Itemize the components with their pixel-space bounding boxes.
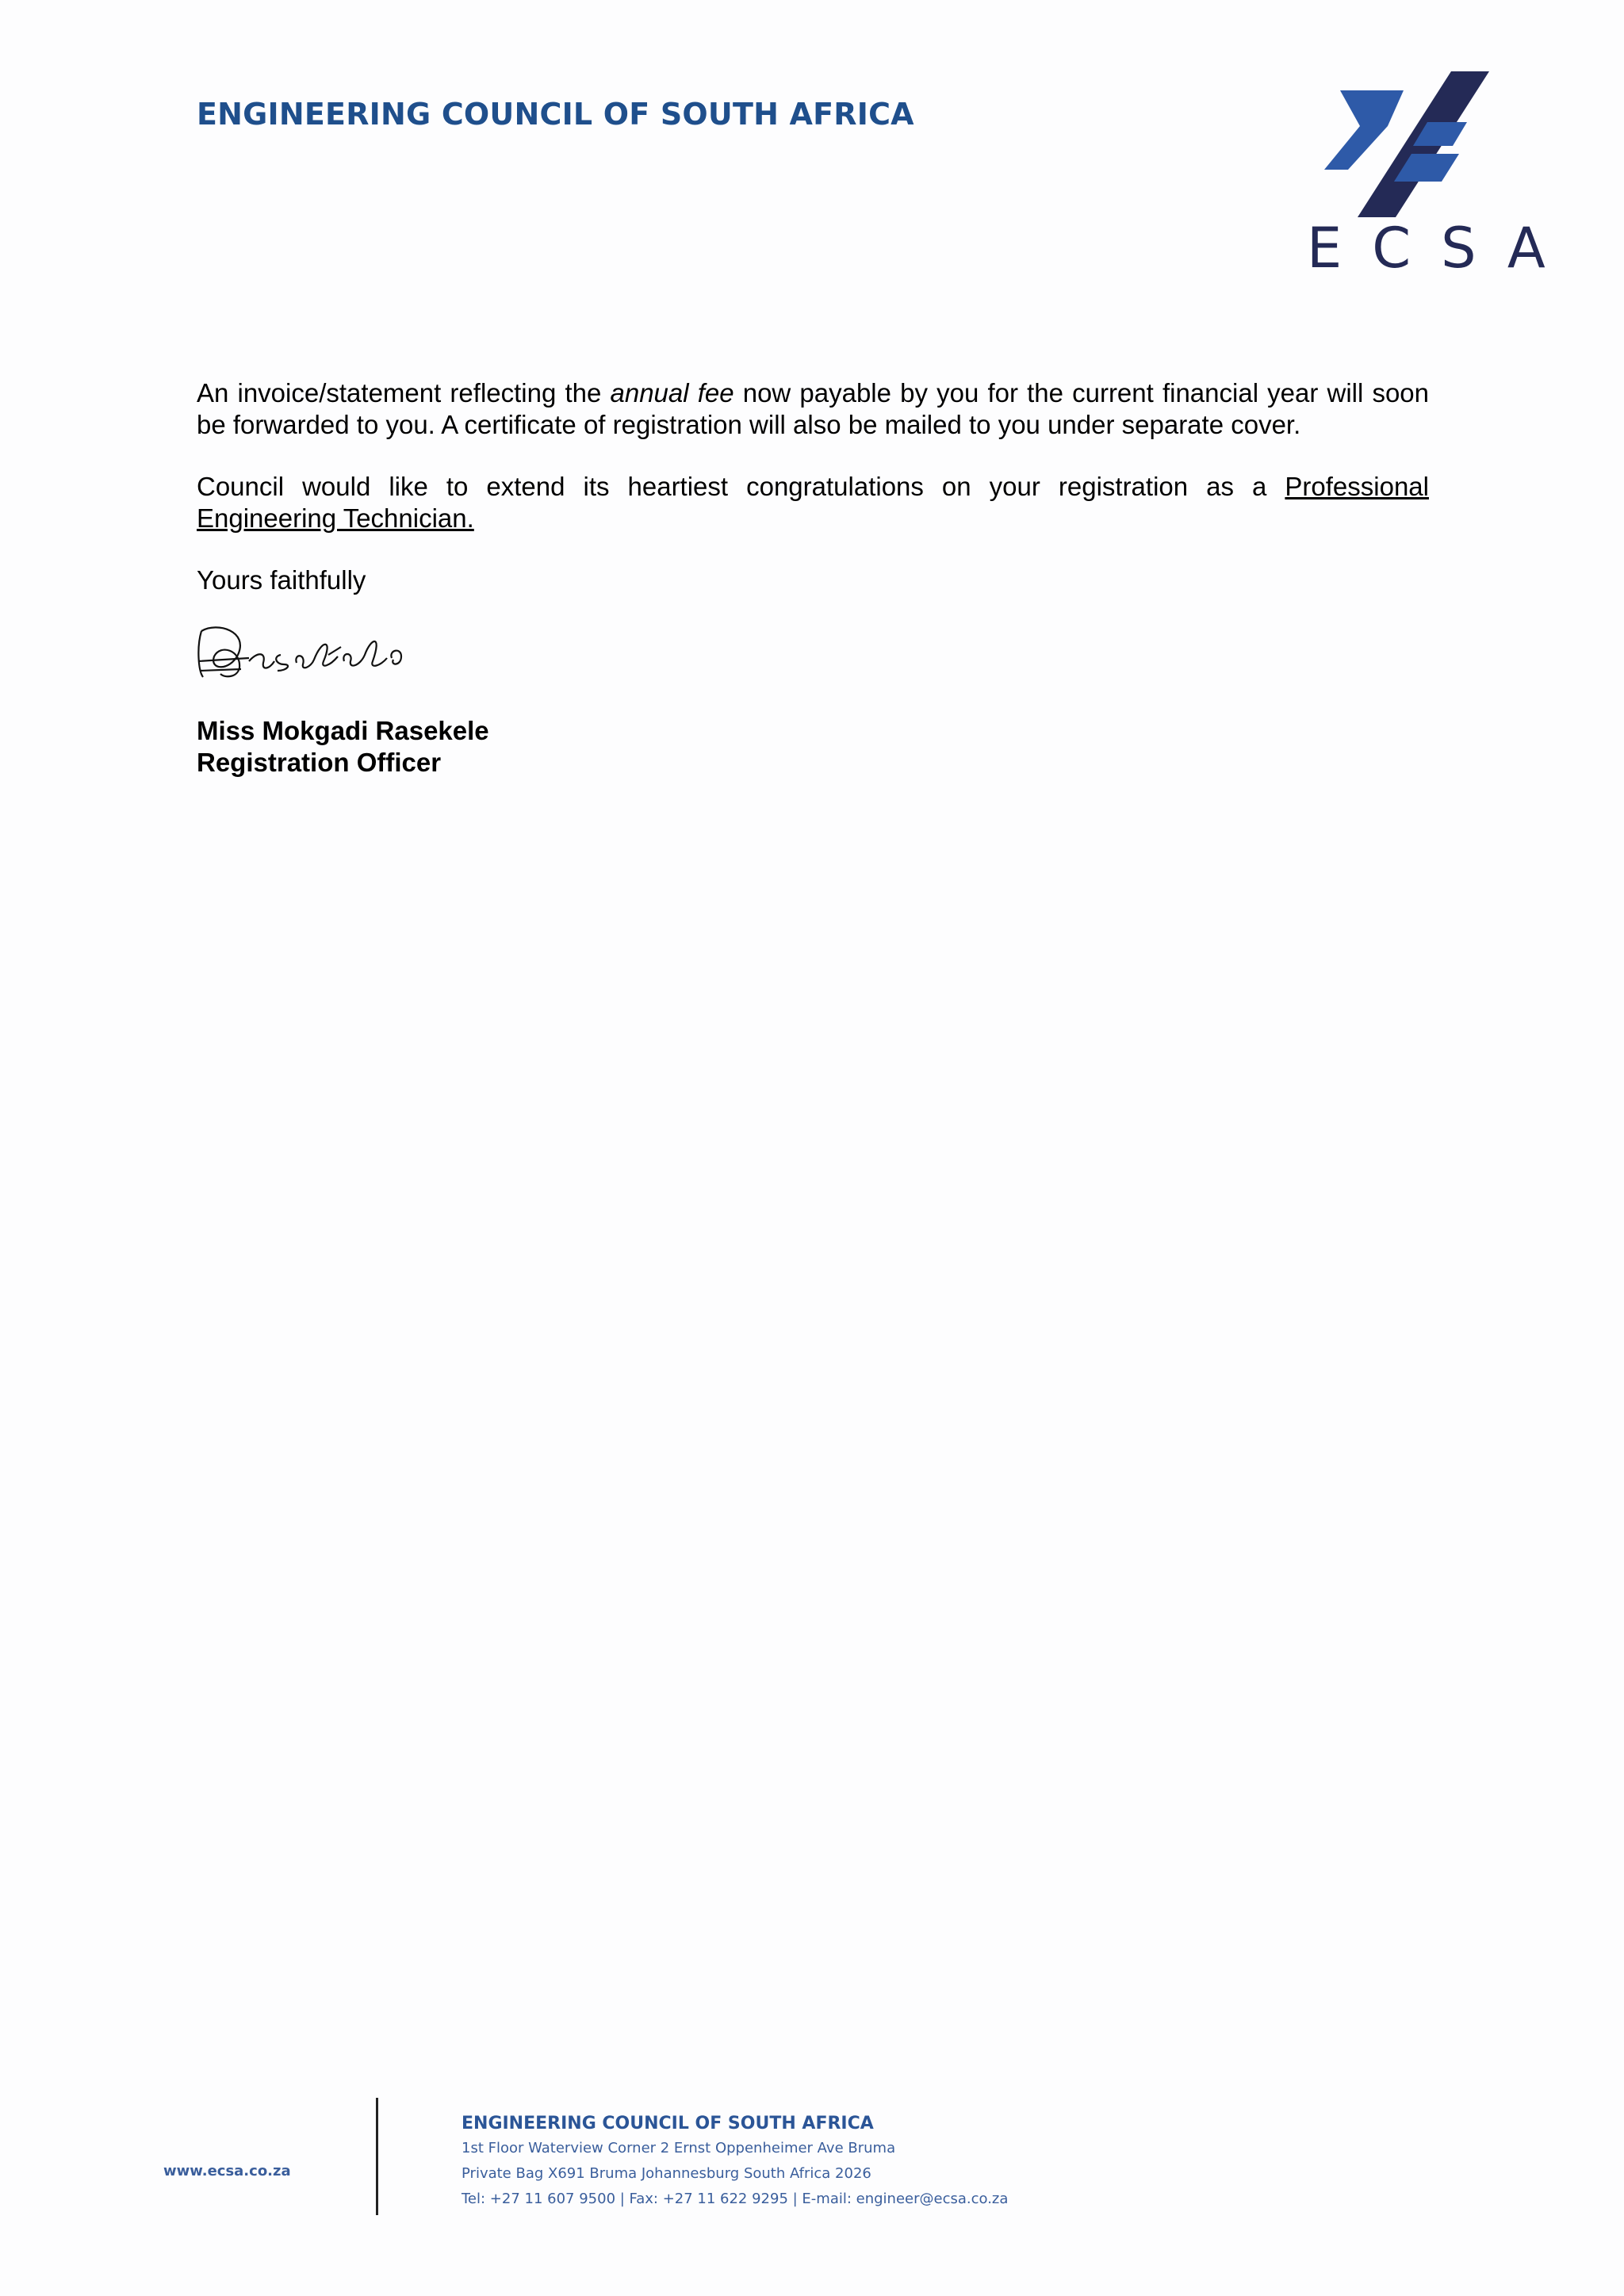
- logo-wordmark: ECSA: [1307, 216, 1576, 281]
- paragraph-invoice: [197, 377, 1429, 441]
- registration-category: Professional Engineering Technician.: [197, 472, 1429, 533]
- annual-fee-emphasis: annual fee: [610, 378, 734, 408]
- letter-body: [197, 377, 1429, 779]
- footer-website: www.ecsa.co.za: [163, 2163, 291, 2179]
- footer-divider: [376, 2098, 378, 2215]
- signer-title: Registration Officer: [197, 748, 442, 777]
- paragraph-congratulations: [197, 471, 1429, 534]
- footer-contact: Tel: +27 11 607 9500 | Fax: +27 11 622 9295 | E-mail: engineer@ecsa.co.za: [462, 2191, 1009, 2207]
- para1-text-a: An invoice/statement reflecting the: [197, 378, 611, 408]
- para2-text: Council would like to extend its heartiest congratulations on your registration as a: [197, 472, 1285, 501]
- signer-name: Miss Mokgadi Rasekele: [197, 716, 489, 745]
- footer-contact-block: [462, 2112, 1008, 2212]
- footer-org-name: ENGINEERING COUNCIL OF SOUTH AFRICA: [462, 2114, 874, 2133]
- footer-address-1: 1st Floor Waterview Corner 2 Ernst Oppenheimer Ave Bruma: [462, 2140, 896, 2156]
- signature-image: [193, 615, 463, 687]
- para1-text-b: now payable by you for the current financial year will soon be forwarded to you. A certificate of registration will also be mailed to you under separate cover.: [197, 378, 1430, 439]
- org-title: ENGINEERING COUNCIL OF SOUTH AFRICA: [197, 97, 914, 132]
- logo-left-chevron: [1324, 90, 1404, 170]
- closing-salutation: Yours faithfully: [197, 565, 366, 595]
- footer-address-2: Private Bag X691 Bruma Johannesburg South Africa 2026: [462, 2165, 871, 2182]
